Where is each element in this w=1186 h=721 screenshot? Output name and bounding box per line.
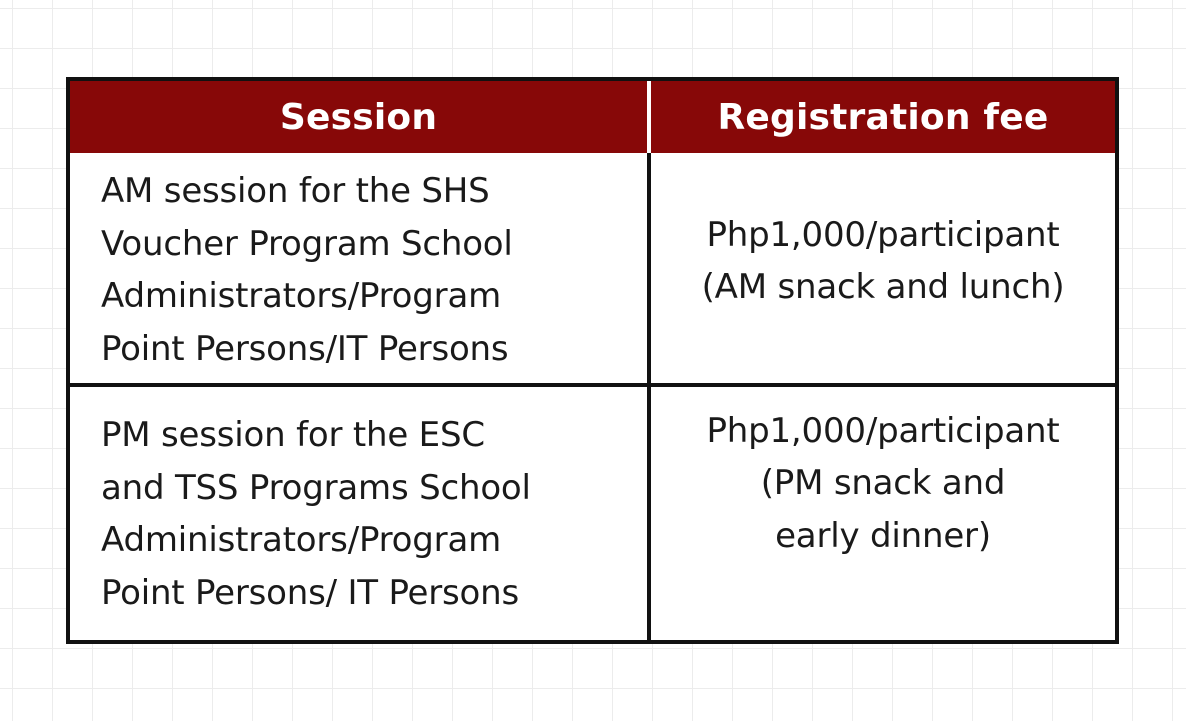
- row-am-fee: Php1,000/participant (AM snack and lunch): [651, 153, 1115, 387]
- row-pm-fee: Php1,000/participant (PM snack and early dinner): [706, 410, 1060, 556]
- registration-fee-table: [66, 77, 1119, 644]
- header-registration-fee: Registration fee: [651, 81, 1115, 153]
- row-pm-session: PM session for the ESC and TSS Programs School Administrators/Program Point Persons/ IT Persons: [70, 387, 651, 640]
- header-session: Session: [70, 81, 651, 153]
- row-am-session: AM session for the SHS Voucher Program School Administrators/Program Point Persons/IT Persons: [70, 153, 651, 387]
